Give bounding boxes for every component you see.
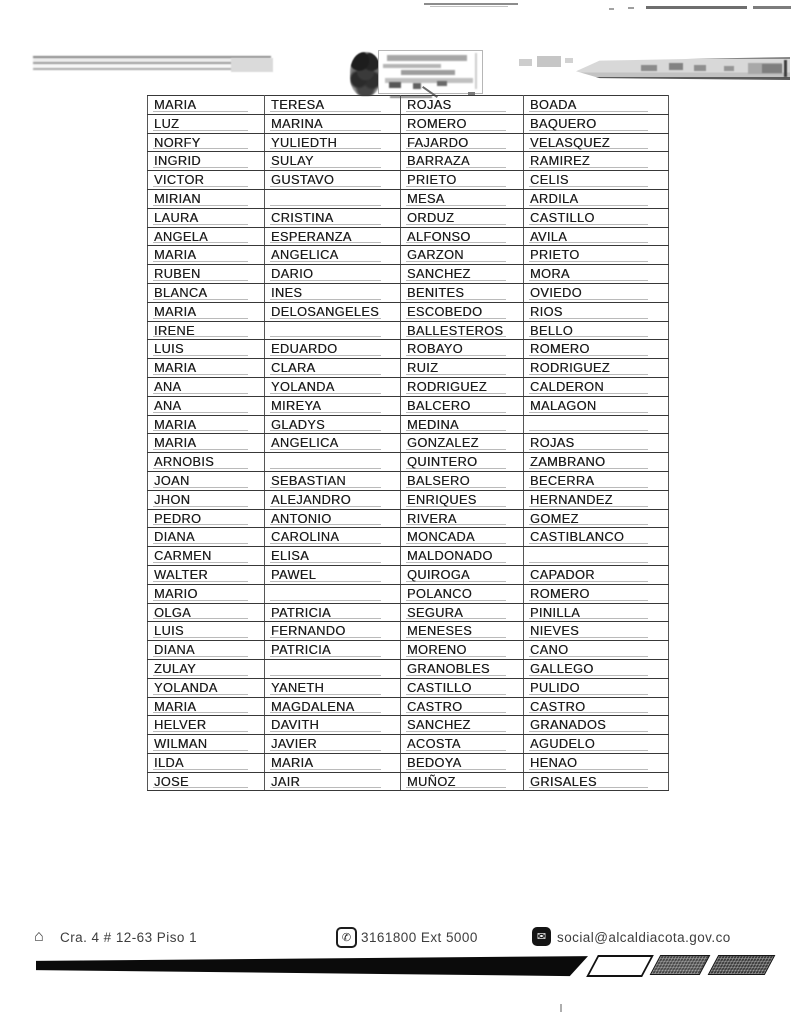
table-cell: SEBASTIAN [265, 471, 401, 490]
table-row [148, 246, 669, 265]
table-row [148, 622, 669, 641]
table-cell: DELOSANGELES [265, 302, 401, 321]
table-cell: PRIETO [401, 171, 524, 190]
table-row [148, 302, 669, 321]
table-cell: MARINA [265, 114, 401, 133]
table-row [148, 265, 669, 284]
table-cell: MIRIAN [148, 189, 265, 208]
table-cell: JOSE [148, 772, 265, 791]
bar-smudge [694, 65, 706, 71]
table-row [148, 227, 669, 246]
blurred-header-highlight [231, 58, 273, 72]
table-cell: OLGA [148, 603, 265, 622]
table-cell: MIREYA [265, 396, 401, 415]
table-row [148, 659, 669, 678]
table-cell: DAVITH [265, 716, 401, 735]
table-cell: BLANCA [148, 283, 265, 302]
table-cell: RUBEN [148, 265, 265, 284]
table-cell: JHON [148, 490, 265, 509]
table-cell: ILDA [148, 753, 265, 772]
table-cell: YOLANDA [265, 377, 401, 396]
table-cell: JAVIER [265, 735, 401, 754]
table-row [148, 152, 669, 171]
scan-artifact-line [753, 6, 791, 9]
table-row [148, 359, 669, 378]
table-cell: DIANA [148, 528, 265, 547]
table-cell: MARIA [265, 753, 401, 772]
table-cell: POLANCO [401, 584, 524, 603]
table-cell: ARDILA [524, 189, 669, 208]
table-cell: MALAGON [524, 396, 669, 415]
names-table [147, 95, 669, 791]
header-stamp-box [378, 50, 483, 94]
footer-parallelogram-outline [586, 955, 654, 977]
table-row [148, 171, 669, 190]
table-cell: AVILA [524, 227, 669, 246]
table-cell: SANCHEZ [401, 716, 524, 735]
stamp-blur-mark [413, 83, 421, 89]
table-cell: RUIZ [401, 359, 524, 378]
table-cell: VELASQUEZ [524, 133, 669, 152]
table-cell: BALCERO [401, 396, 524, 415]
table-cell: RIVERA [401, 509, 524, 528]
table-row [148, 283, 669, 302]
scan-artifact-block [565, 58, 573, 63]
scan-artifact-line [430, 6, 508, 7]
table-cell: CARMEN [148, 547, 265, 566]
table-cell: EDUARDO [265, 340, 401, 359]
table-cell [265, 189, 401, 208]
table-row [148, 434, 669, 453]
table-row [148, 415, 669, 434]
stamp-blur-line [387, 55, 467, 61]
table-cell: ANGELICA [265, 246, 401, 265]
table-row [148, 490, 669, 509]
table-cell: MARIA [148, 302, 265, 321]
email-icon: ✉ [532, 927, 551, 946]
table-cell: CANO [524, 641, 669, 660]
scan-artifact-block [537, 56, 561, 67]
table-cell: JAIR [265, 772, 401, 791]
table-cell: INGRID [148, 152, 265, 171]
table-cell: WILMAN [148, 735, 265, 754]
table-cell: SULAY [265, 152, 401, 171]
table-cell: ARNOBIS [148, 453, 265, 472]
table-cell: PULIDO [524, 678, 669, 697]
footer-phone: 3161800 Ext 5000 [361, 930, 478, 945]
table-cell: CAPADOR [524, 565, 669, 584]
table-cell: CELIS [524, 171, 669, 190]
table-row [148, 772, 669, 791]
footer-logo-parallelogram [708, 955, 776, 975]
table-cell: HELVER [148, 716, 265, 735]
table-cell: GRANADOS [524, 716, 669, 735]
table-row [148, 547, 669, 566]
table-cell: BENITES [401, 283, 524, 302]
table-cell: SANCHEZ [401, 265, 524, 284]
bar-smudge [762, 64, 782, 73]
table-cell: ZULAY [148, 659, 265, 678]
table-cell: GONZALEZ [401, 434, 524, 453]
table-row [148, 396, 669, 415]
table-cell: DARIO [265, 265, 401, 284]
table-cell: RODRIGUEZ [401, 377, 524, 396]
table-row [148, 678, 669, 697]
table-cell: ROMERO [401, 114, 524, 133]
table-cell: LUIS [148, 622, 265, 641]
table-cell: GRISALES [524, 772, 669, 791]
table-cell: ORDUZ [401, 208, 524, 227]
table-row [148, 735, 669, 754]
table-cell [524, 547, 669, 566]
table-row [148, 340, 669, 359]
table-cell: GRANOBLES [401, 659, 524, 678]
table-cell: CASTILLO [401, 678, 524, 697]
table-cell: ACOSTA [401, 735, 524, 754]
table-cell: ANGELICA [265, 434, 401, 453]
scan-artifact-line [646, 6, 747, 9]
table-cell: PRIETO [524, 246, 669, 265]
table-cell: ZAMBRANO [524, 453, 669, 472]
stamp-blur-mark [437, 81, 447, 86]
bar-smudge [669, 63, 683, 70]
scan-artifact-dot [628, 7, 634, 9]
table-row [148, 528, 669, 547]
table-cell: YULIEDTH [265, 133, 401, 152]
table-cell: RIOS [524, 302, 669, 321]
table-cell: ANA [148, 377, 265, 396]
table-row [148, 697, 669, 716]
table-cell: CASTRO [401, 697, 524, 716]
blurred-header-bar-right [576, 57, 790, 80]
table-cell: MORENO [401, 641, 524, 660]
table-cell: ROJAS [524, 434, 669, 453]
table-cell: FAJARDO [401, 133, 524, 152]
table-cell: MARIA [148, 415, 265, 434]
table-cell: WALTER [148, 565, 265, 584]
table-cell: CASTIBLANCO [524, 528, 669, 547]
table-cell: RAMIREZ [524, 152, 669, 171]
footer-address: Cra. 4 # 12-63 Piso 1 [60, 930, 198, 945]
table-cell: ALEJANDRO [265, 490, 401, 509]
table-row [148, 208, 669, 227]
table-row [148, 96, 669, 115]
table-cell: LUZ [148, 114, 265, 133]
table-cell: GALLEGO [524, 659, 669, 678]
table-cell: IRENE [148, 321, 265, 340]
table-cell: ELISA [265, 547, 401, 566]
table-cell: ESPERANZA [265, 227, 401, 246]
table-cell: CLARA [265, 359, 401, 378]
scan-artifact-block [519, 59, 532, 66]
table-cell: MAGDALENA [265, 697, 401, 716]
table-row [148, 603, 669, 622]
table-row [148, 189, 669, 208]
municipal-crest-logo [350, 52, 381, 96]
table-cell: GARZON [401, 246, 524, 265]
table-cell: MARIA [148, 96, 265, 115]
table-cell: MARIA [148, 246, 265, 265]
table-row [148, 565, 669, 584]
table-cell: OVIEDO [524, 283, 669, 302]
stamp-blur-mark [389, 82, 401, 88]
table-cell: PATRICIA [265, 603, 401, 622]
table-cell: ROJAS [401, 96, 524, 115]
table-cell: NIEVES [524, 622, 669, 641]
table-cell: BOADA [524, 96, 669, 115]
bar-smudge [724, 66, 734, 71]
table-cell: PEDRO [148, 509, 265, 528]
stamp-blur-line [383, 64, 441, 68]
table-cell: GUSTAVO [265, 171, 401, 190]
table-cell: CAROLINA [265, 528, 401, 547]
table-cell: PINILLA [524, 603, 669, 622]
table-cell: ESCOBEDO [401, 302, 524, 321]
table-cell: PATRICIA [265, 641, 401, 660]
table-cell: CALDERON [524, 377, 669, 396]
table-row [148, 114, 669, 133]
table-row [148, 584, 669, 603]
table-cell: BEDOYA [401, 753, 524, 772]
table-row [148, 133, 669, 152]
table-cell: MARIA [148, 359, 265, 378]
table-cell: MONCADA [401, 528, 524, 547]
table-row [148, 453, 669, 472]
table-row [148, 509, 669, 528]
table-cell: MARIA [148, 434, 265, 453]
table-cell: PAWEL [265, 565, 401, 584]
table-cell: CASTILLO [524, 208, 669, 227]
table-cell: NORFY [148, 133, 265, 152]
table-cell: MARIA [148, 697, 265, 716]
table-cell: YOLANDA [148, 678, 265, 697]
stamp-blur-line [401, 70, 455, 75]
table-cell: QUIROGA [401, 565, 524, 584]
bar-end-tick [784, 60, 787, 77]
phone-icon: ✆ [336, 927, 357, 948]
table-cell: CRISTINA [265, 208, 401, 227]
table-cell: GOMEZ [524, 509, 669, 528]
table-cell: QUINTERO [401, 453, 524, 472]
table-cell: MENESES [401, 622, 524, 641]
table-row [148, 641, 669, 660]
table-cell: DIANA [148, 641, 265, 660]
footer-email: social@alcaldiacota.gov.co [557, 930, 731, 945]
table-cell: MALDONADO [401, 547, 524, 566]
table-cell [265, 321, 401, 340]
table-row [148, 471, 669, 490]
table-cell: GLADYS [265, 415, 401, 434]
stamp-inner-border [475, 53, 477, 89]
table-cell: ANGELA [148, 227, 265, 246]
table-cell: MARIO [148, 584, 265, 603]
table-row [148, 716, 669, 735]
table-cell: ANA [148, 396, 265, 415]
table-row [148, 753, 669, 772]
table-row [148, 321, 669, 340]
table-cell: BALSERO [401, 471, 524, 490]
table-cell: YANETH [265, 678, 401, 697]
table-cell: LAURA [148, 208, 265, 227]
scan-artifact-tick [560, 1004, 562, 1012]
table-cell: HERNANDEZ [524, 490, 669, 509]
table-cell: AGUDELO [524, 735, 669, 754]
table-cell: FERNANDO [265, 622, 401, 641]
bar-smudge [641, 65, 657, 71]
table-cell [265, 584, 401, 603]
table-cell: BALLESTEROS [401, 321, 524, 340]
table-cell: BECERRA [524, 471, 669, 490]
home-icon: ⌂ [34, 928, 44, 945]
table-cell: LUIS [148, 340, 265, 359]
table-cell: BARRAZA [401, 152, 524, 171]
table-cell: MUÑOZ [401, 772, 524, 791]
table-cell: HENAO [524, 753, 669, 772]
table-cell: MESA [401, 189, 524, 208]
table-cell: MORA [524, 265, 669, 284]
table-cell: ROBAYO [401, 340, 524, 359]
table-cell: RODRIGUEZ [524, 359, 669, 378]
table-row [148, 377, 669, 396]
table-cell: VICTOR [148, 171, 265, 190]
table-cell: ROMERO [524, 584, 669, 603]
scan-artifact-line [424, 3, 518, 5]
table-cell: CASTRO [524, 697, 669, 716]
footer-black-wedge-bar [36, 954, 588, 977]
table-cell: BELLO [524, 321, 669, 340]
table-cell: ROMERO [524, 340, 669, 359]
table-cell [524, 415, 669, 434]
table-cell: ANTONIO [265, 509, 401, 528]
footer-logo-parallelogram [650, 955, 711, 975]
table-cell: SEGURA [401, 603, 524, 622]
table-cell: INES [265, 283, 401, 302]
table-cell: TERESA [265, 96, 401, 115]
table-cell: MEDINA [401, 415, 524, 434]
table-cell [265, 453, 401, 472]
scan-artifact-dot [609, 8, 614, 10]
table-cell: BAQUERO [524, 114, 669, 133]
table-cell: ENRIQUES [401, 490, 524, 509]
table-cell: ALFONSO [401, 227, 524, 246]
table-cell: JOAN [148, 471, 265, 490]
table-cell [265, 659, 401, 678]
